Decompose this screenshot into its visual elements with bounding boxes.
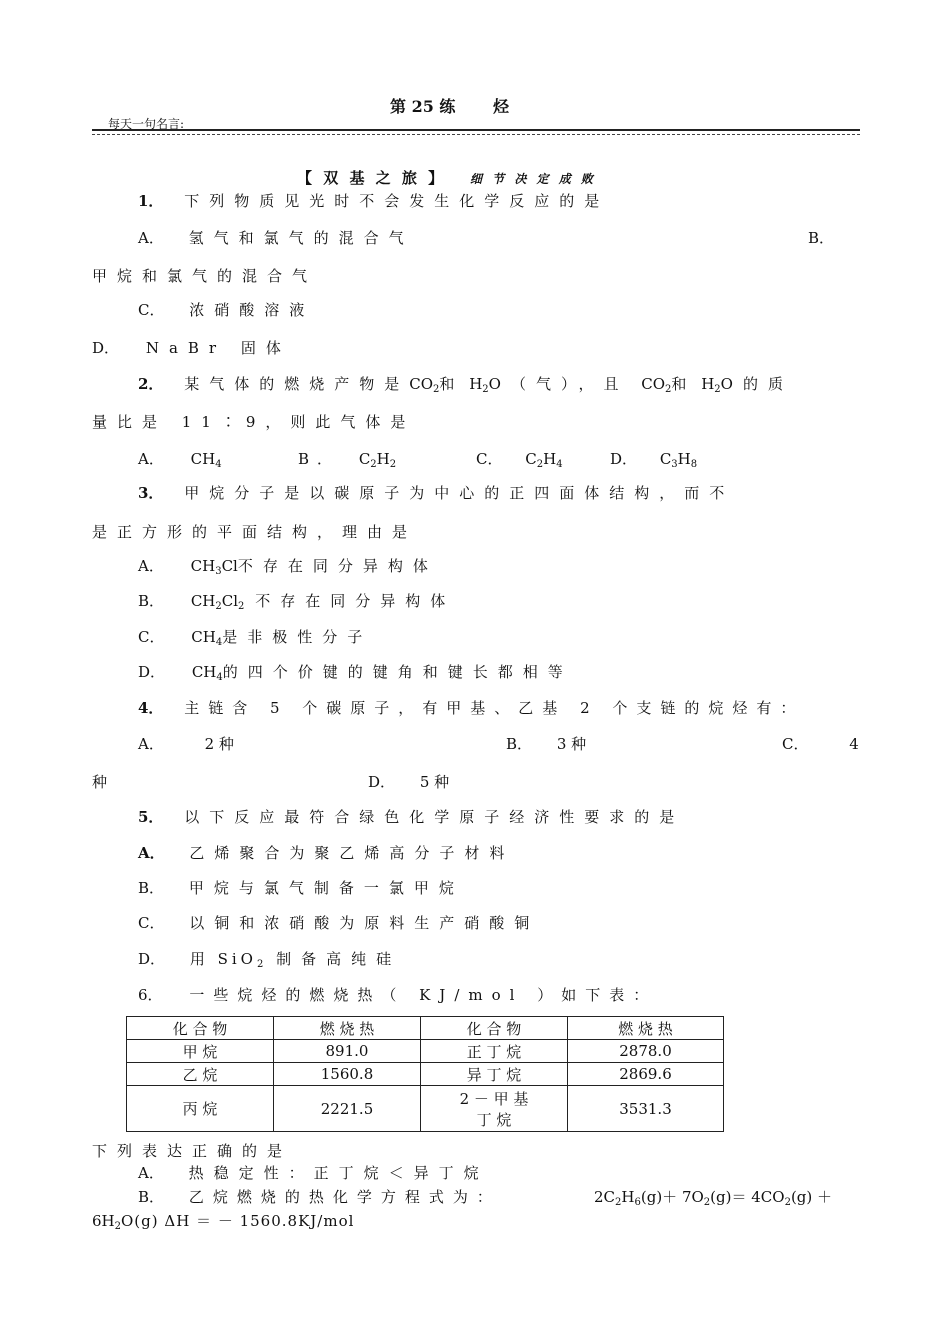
q4-option-c bbox=[782, 733, 859, 754]
q1-c-label: C． bbox=[138, 301, 165, 319]
q2-stem-2: 量比是 11∶9，则此气体是 bbox=[92, 413, 416, 431]
q4-a-label: A． bbox=[138, 735, 164, 753]
q4-c-label: C． bbox=[782, 735, 809, 753]
table-cell: 乙 烷 bbox=[127, 1063, 274, 1086]
q2-option-c bbox=[476, 448, 563, 469]
q6-option-a bbox=[138, 1162, 489, 1183]
q2-h2ob-tail: O的质 bbox=[720, 375, 793, 393]
q4-option-a bbox=[138, 733, 234, 754]
q4-d-label: D． bbox=[368, 773, 396, 791]
q5-d-sub: 2 bbox=[256, 959, 264, 970]
q2-a-label: A． bbox=[138, 450, 164, 468]
q6-number: 6． bbox=[138, 986, 163, 1004]
table-cell: 2869.6 bbox=[568, 1063, 724, 1086]
q2-d-label: D． bbox=[610, 450, 638, 468]
q5-c-label: C． bbox=[138, 914, 165, 932]
question-2 bbox=[138, 373, 793, 394]
question-5 bbox=[138, 806, 684, 827]
q2-co2: CO bbox=[409, 375, 434, 393]
q5-option-c bbox=[138, 912, 539, 933]
q5-c-text: 以铜和浓硝酸为原料生产硝酸铜 bbox=[189, 914, 540, 932]
q6-b-text: 乙烷燃烧的热化学方程式为： bbox=[188, 1188, 501, 1206]
q6-option-b bbox=[138, 1186, 501, 1207]
q3-option-b: B． $CH_2Cl_2$ 不存在同分异构体 bbox=[138, 592, 456, 612]
q3-c-text: 是非极性分子 bbox=[222, 628, 373, 646]
q2-option-d bbox=[610, 448, 697, 469]
q5-stem: 以下反应最符合绿色化学原子经济性要求的是 bbox=[184, 808, 685, 826]
q1-number: 1． bbox=[138, 192, 164, 210]
q6-b-equation: $2C_2H_6(g)+ 7O_2(g)= 4CO_2(g)$ ＋ bbox=[594, 1188, 833, 1208]
q1-c-text: 浓硝酸溶液 bbox=[189, 301, 315, 319]
combustion-heat-table bbox=[126, 1016, 724, 1132]
q5-option-a bbox=[138, 842, 514, 863]
section-title: 【 双 基 之 旅 】 bbox=[297, 169, 447, 187]
header-rule-dashed bbox=[92, 134, 860, 135]
q4-stem: 主链含 5 个碳原子，有甲基、乙基 2 个支链的烷烃有： bbox=[184, 699, 805, 717]
table-cell: 异 丁 烷 bbox=[421, 1063, 568, 1086]
q3-b-label: B． bbox=[138, 592, 165, 610]
q2-h2o-sub: 2 bbox=[482, 384, 489, 395]
q2-h2ob-sub: 2 bbox=[714, 384, 721, 395]
q3-d-text: 的四个价键的键角和键长都相等 bbox=[222, 663, 573, 681]
q1-d-label: D． bbox=[92, 339, 120, 357]
q1-stem: 下列物质见光时不会发生化学反应的是 bbox=[184, 192, 610, 210]
q5-a-label: A． bbox=[138, 844, 165, 862]
q4-option-d bbox=[368, 771, 449, 792]
q5-d-text: 用 SiO bbox=[189, 950, 257, 968]
q1-a-label: A． bbox=[138, 229, 164, 247]
motto-label: 每天一句名言: bbox=[108, 117, 185, 131]
q5-d-label: D． bbox=[138, 950, 166, 968]
q3-stem-1: 甲烷分子是以碳原子为中心的正四面体结构，而不 bbox=[184, 484, 735, 502]
q1-a-text: 氢气和氯气的混合气 bbox=[188, 229, 414, 247]
table-cell: 2 － 甲 基 丁 烷 bbox=[421, 1086, 568, 1132]
q2-c-formula: $C_2H_4$ bbox=[525, 450, 563, 470]
q2-options bbox=[138, 448, 222, 469]
table-header-cell: 燃 烧 热 bbox=[568, 1017, 724, 1040]
q3-option-d: D． $CH_4$的四个价键的键角和键长都相等 bbox=[138, 663, 573, 683]
q4-b-text: 3 种 bbox=[556, 735, 587, 753]
q5-d-tail: 制备高纯硅 bbox=[276, 950, 402, 968]
q2-co2b-sub: 2 bbox=[665, 384, 672, 395]
q4-a-text: 2 种 bbox=[204, 735, 234, 753]
q1-d-text: NaBr 固体 bbox=[145, 339, 291, 357]
q4-d-text: 5 种 bbox=[419, 773, 450, 791]
q2-c-label: C． bbox=[476, 450, 503, 468]
q3-b-text: 不存在同分异构体 bbox=[255, 592, 456, 610]
table-cell: 2878.0 bbox=[568, 1040, 724, 1063]
table-cell: 891.0 bbox=[274, 1040, 421, 1063]
question-1 bbox=[138, 190, 609, 211]
q6-a-text: 热稳定性：正丁烷＜异丁烷 bbox=[188, 1164, 489, 1182]
q2-option-b bbox=[298, 448, 396, 469]
table-cell: 3531.3 bbox=[568, 1086, 724, 1132]
table-cell: 2221.5 bbox=[274, 1086, 421, 1132]
q3-a-text: 不存在同分异构体 bbox=[237, 557, 438, 575]
question-3 bbox=[138, 482, 734, 503]
q3-a-label: A． bbox=[138, 557, 164, 575]
table-header-row bbox=[127, 1017, 724, 1040]
q4-number: 4． bbox=[138, 699, 164, 717]
q5-b-label: B． bbox=[138, 879, 165, 897]
q6-a-label: A． bbox=[138, 1164, 164, 1182]
q4-b-label: B． bbox=[506, 735, 533, 753]
q2-co2-sub: 2 bbox=[433, 384, 440, 395]
q2-number: 2． bbox=[138, 375, 164, 393]
table-header-cell: 燃 烧 热 bbox=[274, 1017, 421, 1040]
q4-c-text: 4 bbox=[849, 735, 859, 753]
table-cell: 甲 烷 bbox=[127, 1040, 274, 1063]
page-title: 第 25 练 烃 bbox=[390, 97, 509, 116]
q5-number: 5． bbox=[138, 808, 164, 826]
q6-b-label: B． bbox=[138, 1188, 165, 1206]
header-rule-thick bbox=[92, 129, 860, 131]
q6-after-table: 下列表达正确的是 bbox=[92, 1142, 293, 1160]
q2-b-label: B． bbox=[298, 450, 341, 468]
q4-option-b bbox=[506, 733, 586, 754]
table-header-cell: 化 合 物 bbox=[421, 1017, 568, 1040]
q5-option-d bbox=[138, 948, 401, 969]
q2-h2ob: H bbox=[701, 375, 715, 393]
q2-d-formula: $C_3H_8$ bbox=[659, 450, 698, 470]
table-header-cell: 化 合 物 bbox=[127, 1017, 274, 1040]
q3-option-a: A． $CH_3Cl$不存在同分异构体 bbox=[138, 557, 438, 577]
q3-number: 3． bbox=[138, 484, 164, 502]
table-cell: 丙 烷 bbox=[127, 1086, 274, 1132]
q3-option-c: C． $CH_4$是非极性分子 bbox=[138, 628, 373, 648]
q2-h2o: H bbox=[469, 375, 483, 393]
q2-and: 和 bbox=[439, 375, 455, 393]
q5-b-text: 甲烷与氯气制备一氯甲烷 bbox=[188, 879, 464, 897]
q1-option-a bbox=[138, 227, 414, 248]
q5-a-text: 乙烯聚合为聚乙烯高分子材料 bbox=[189, 844, 515, 862]
q2-b-formula: $C_2H_2$ bbox=[358, 450, 397, 470]
q2-a-formula: $CH_4$ bbox=[190, 450, 222, 470]
q3-d-label: D． bbox=[138, 663, 166, 681]
q2-co2b: CO bbox=[641, 375, 666, 393]
q1-option-c bbox=[138, 299, 314, 320]
q6-stem: 一些烷烃的燃烧热（ KJ/mol ）如下表： bbox=[189, 986, 658, 1004]
q4-option-c-tail: 种 bbox=[92, 773, 108, 791]
question-4 bbox=[138, 697, 804, 718]
table-row bbox=[127, 1040, 724, 1063]
table-cell: 1560.8 bbox=[274, 1063, 421, 1086]
q3-stem-2: 是正方形的平面结构，理由是 bbox=[92, 523, 418, 541]
q1-option-d bbox=[92, 337, 291, 358]
table-row bbox=[127, 1063, 724, 1086]
q3-c-label: C． bbox=[138, 628, 165, 646]
table-cell: 正 丁 烷 bbox=[421, 1040, 568, 1063]
q5-option-b bbox=[138, 877, 464, 898]
q2-and2: 和 bbox=[671, 375, 687, 393]
table-row bbox=[127, 1086, 724, 1132]
q1-option-b-label: B． bbox=[808, 229, 835, 247]
q1-option-b-text: 甲烷和氯气的混合气 bbox=[92, 267, 318, 285]
q2-stem-1: 某气体的燃烧产物是 bbox=[184, 375, 410, 393]
q2-h2o-tail: O（气），且 bbox=[488, 375, 629, 393]
section-subtitle: 细 节 决 定 成 败 bbox=[470, 172, 596, 186]
q6-b-equation-line2: $6H_2O(g) \Delta H$ ＝ － 1560.8KJ/mol bbox=[92, 1212, 355, 1232]
question-6 bbox=[138, 984, 657, 1005]
